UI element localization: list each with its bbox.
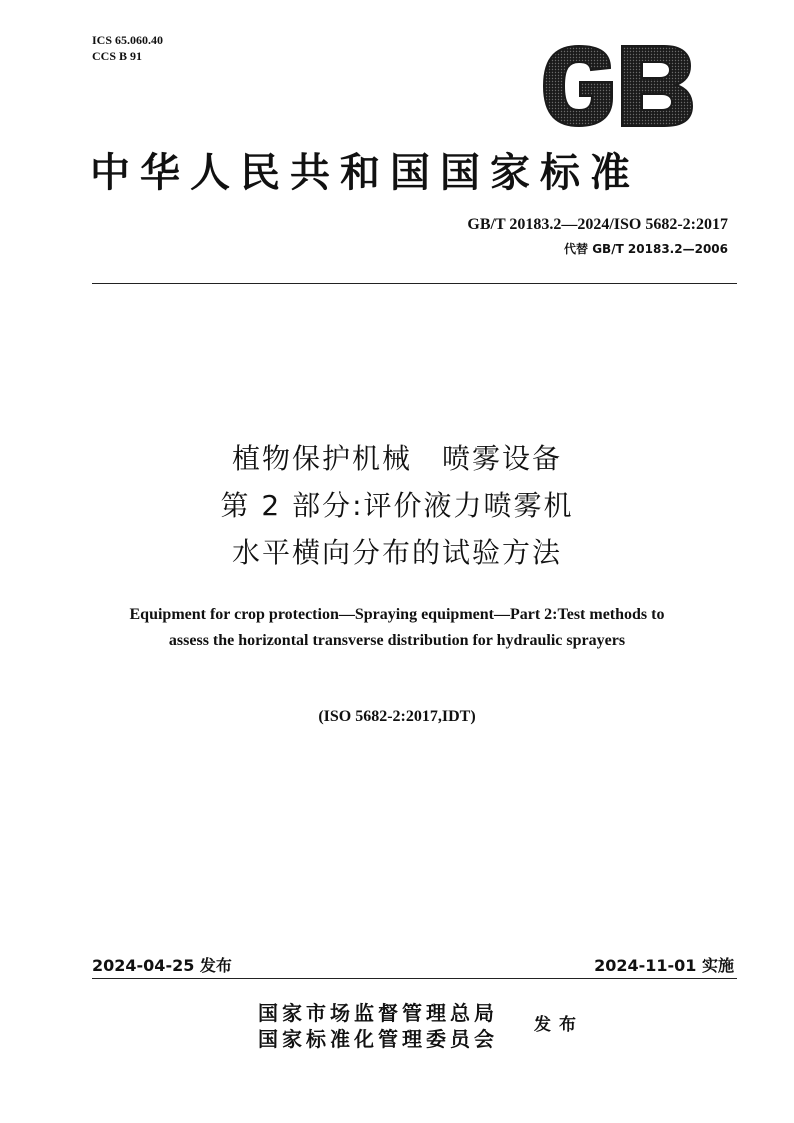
- publisher-samr: 国家市场监督管理总局: [258, 1001, 498, 1025]
- gb-logo-b-letter: [622, 46, 692, 126]
- publisher-sac: 国家标准化管理委员会: [258, 1027, 498, 1051]
- iso-equivalence: (ISO 5682-2:2017,IDT): [318, 708, 476, 725]
- replaces-standard: 代替 GB/T 20183.2—2006: [564, 242, 728, 256]
- chinese-title-line-1: 植物保护机械 喷雾设备: [231, 442, 562, 475]
- standard-number: GB/T 20183.2—2024/ISO 5682-2:2017: [467, 216, 728, 233]
- chinese-title-line-2: 第 2 部分:评价液力喷雾机: [220, 489, 574, 522]
- english-title-line-2: assess the horizontal transverse distribution for hydraulic sprayers: [168, 632, 626, 649]
- bottom-divider: [92, 978, 737, 979]
- issue-date: 2024-04-25 发布: [92, 956, 232, 975]
- implementation-date: 2024-11-01 实施: [594, 956, 734, 975]
- chinese-title-line-3: 水平横向分布的试验方法: [231, 536, 562, 569]
- ccs-code: CCS B 91: [92, 49, 143, 63]
- gb-logo: [536, 38, 698, 134]
- top-divider: [92, 283, 737, 284]
- gb-logo-g-letter: [544, 46, 612, 126]
- english-title-line-1: Equipment for crop protection—Spraying equipment—Part 2:Test methods to: [129, 606, 665, 623]
- national-standard-title: 中华人民共和国国家标准: [90, 149, 640, 196]
- ics-code: ICS 65.060.40: [92, 33, 164, 47]
- publish-label: 发布: [534, 1015, 584, 1035]
- classification-codes: [92, 32, 163, 64]
